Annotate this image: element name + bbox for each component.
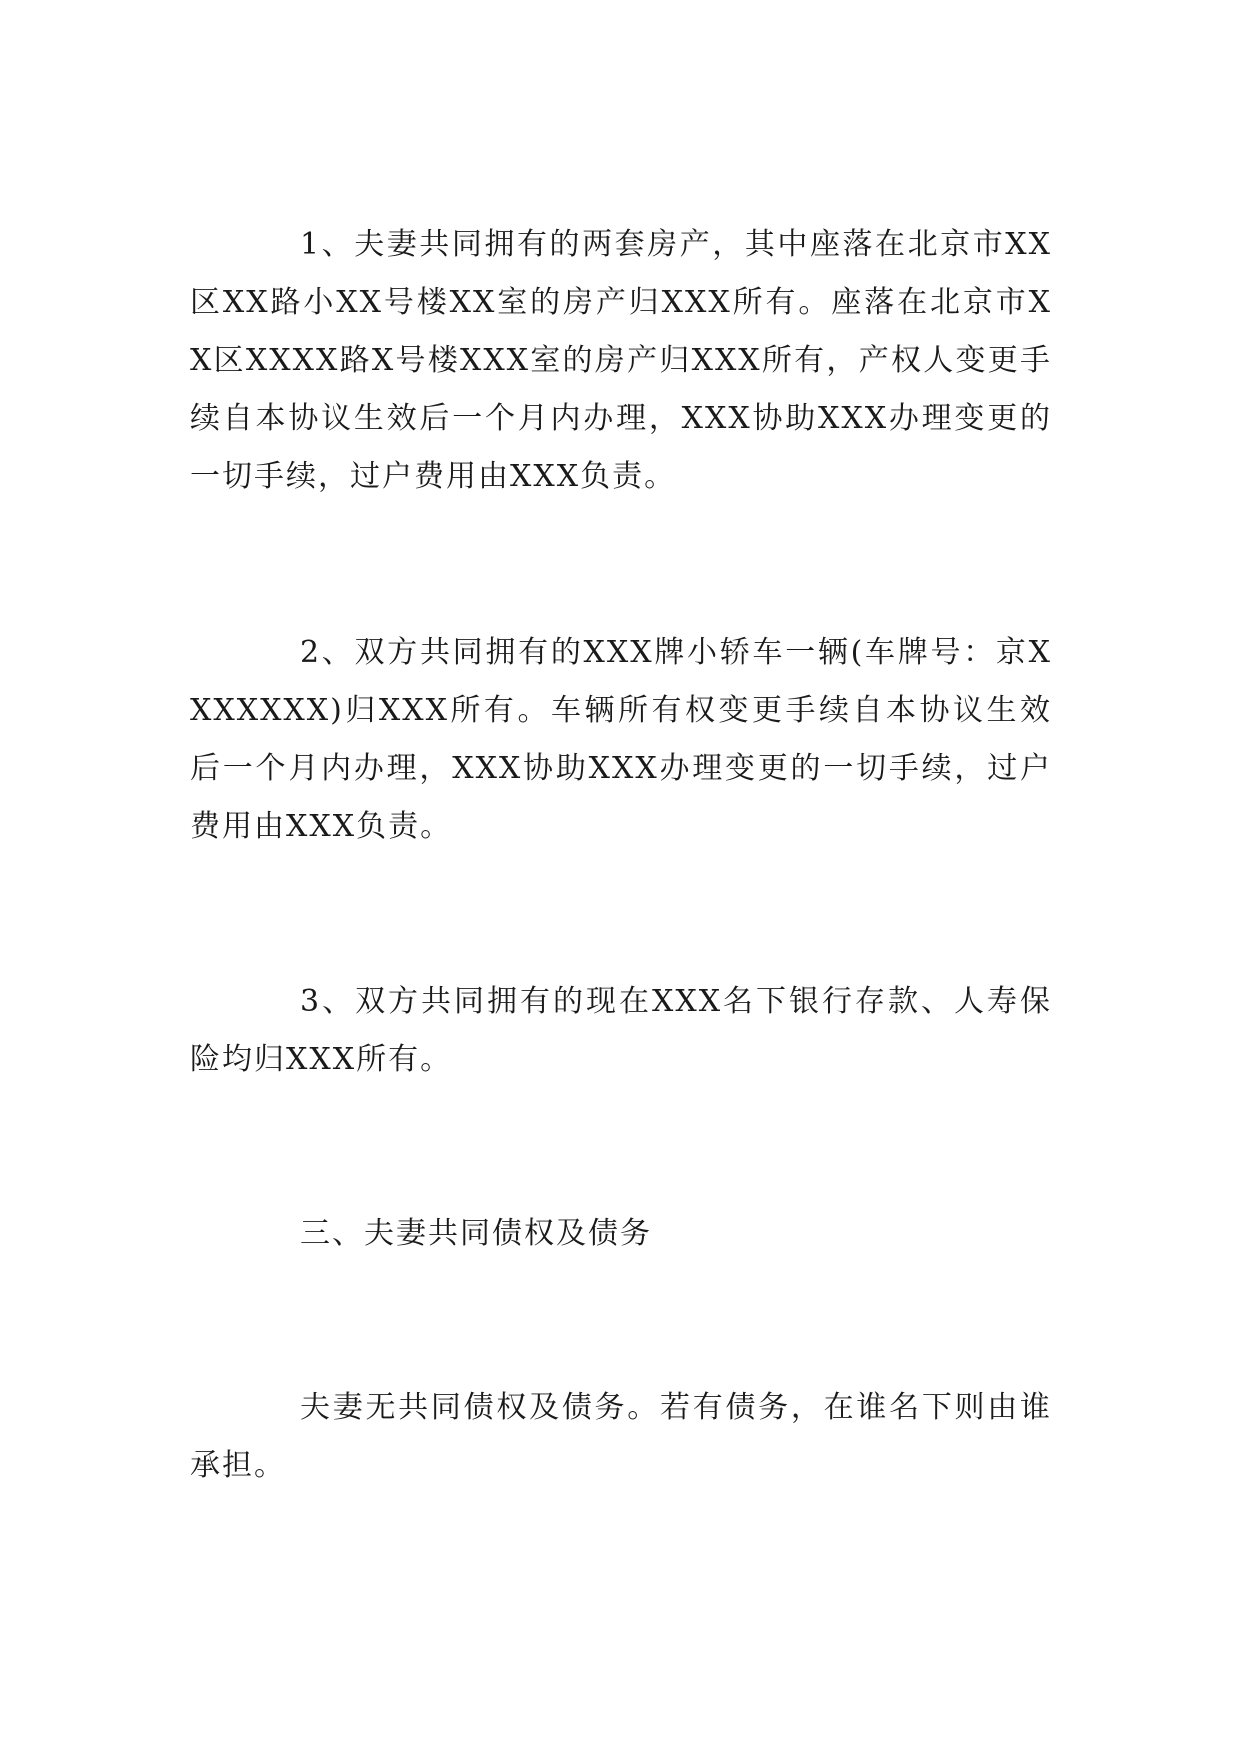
paragraph-real-estate: 1、夫妻共同拥有的两套房产，其中座落在北京市XX区XX路小XX号楼XX室的房产归XXX所有。座落在北京市XX区XXXX路X号楼XXX室的房产归XXX所有，产权人变更手续自本协议生效后一个月内办理，XXX协助XXX办理变更的一切手续，过户费用由XXX负责。 <box>190 227 1052 494</box>
section-heading-debts: 三、夫妻共同债权及债务 <box>300 1216 652 1251</box>
paragraph-savings-insurance: 3、双方共同拥有的现在XXX名下银行存款、人寿保险均归XXX所有。 <box>190 984 1052 1077</box>
paragraph-debts: 夫妻无共同债权及债务。若有债务，在谁名下则由谁承担。 <box>190 1390 1052 1483</box>
paragraph-vehicle: 2、双方共同拥有的XXX牌小轿车一辆(车牌号：京XXXXXXX)归XXX所有。车辆所有权变更手续自本协议生效后一个月内办理，XXX协助XXX办理变更的一切手续，过户费用由XXX负责。 <box>190 635 1052 844</box>
